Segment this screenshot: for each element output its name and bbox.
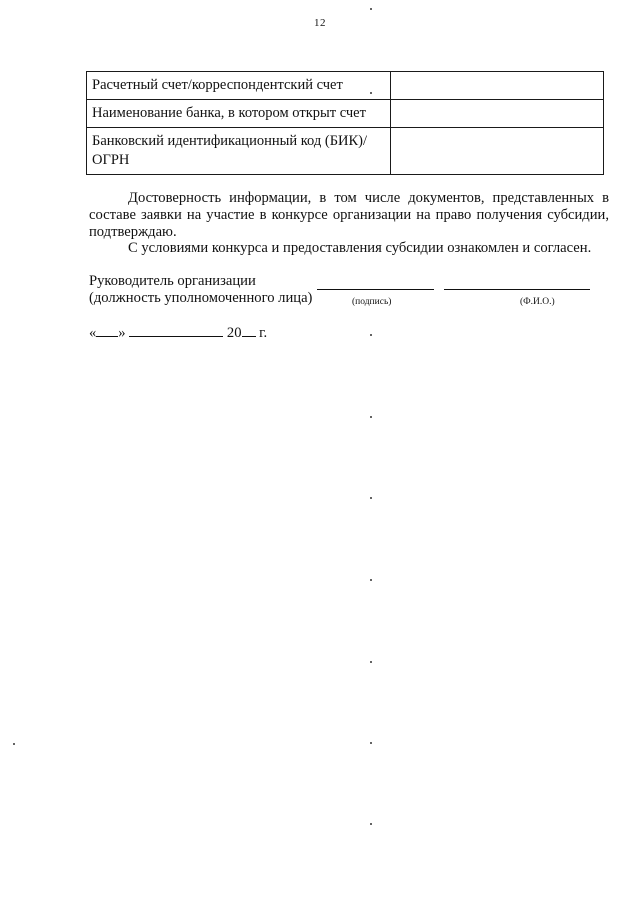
row-value-bik xyxy=(391,128,604,175)
scan-speck xyxy=(370,8,372,10)
scan-speck xyxy=(370,661,372,663)
day-blank xyxy=(96,324,118,337)
page-number: 12 xyxy=(314,17,326,29)
row-label-account: Расчетный счет/корреспондентский счет xyxy=(87,72,391,100)
open-quote: « xyxy=(89,325,97,341)
table-row xyxy=(87,72,604,100)
row-label-bik: Банковский идентификационный код (БИК)/ОГРН xyxy=(87,128,391,175)
date-line xyxy=(89,324,267,342)
scan-speck xyxy=(370,497,372,499)
signatory-position: (должность уполномоченного лица) xyxy=(89,290,313,306)
year-blank xyxy=(242,324,256,337)
year-prefix: 20 xyxy=(226,325,242,341)
table-row xyxy=(87,100,604,128)
bank-details-table xyxy=(86,71,604,175)
agreement-paragraph: С условиями конкурса и предоставления субсидии ознакомлен и согласен. xyxy=(128,240,592,256)
scan-speck xyxy=(370,416,372,418)
scan-speck xyxy=(370,579,372,581)
row-value-bank-name xyxy=(391,100,604,128)
signature-caption: (подпись) xyxy=(352,297,392,307)
close-quote: » xyxy=(118,325,126,341)
signatory-block xyxy=(89,273,312,307)
signature-line xyxy=(317,289,434,290)
name-caption: (Ф.И.О.) xyxy=(520,297,555,307)
signatory-title: Руководитель организации xyxy=(89,273,256,289)
scan-speck xyxy=(13,743,15,745)
month-blank xyxy=(129,324,223,337)
name-line xyxy=(444,289,590,290)
confirmation-paragraph: Достоверность информации, в том числе документов, представленных в составе заявки на участие в конкурсе организации на право получения субсидии, подтверждаю. xyxy=(89,190,609,240)
row-label-bank-name: Наименование банка, в котором открыт счет xyxy=(87,100,391,128)
scan-speck xyxy=(370,823,372,825)
scan-speck xyxy=(370,334,372,336)
row-value-account xyxy=(391,72,604,100)
scan-speck xyxy=(370,92,372,94)
table-row xyxy=(87,128,604,175)
year-suffix: г. xyxy=(259,325,268,341)
scan-speck xyxy=(370,742,372,744)
